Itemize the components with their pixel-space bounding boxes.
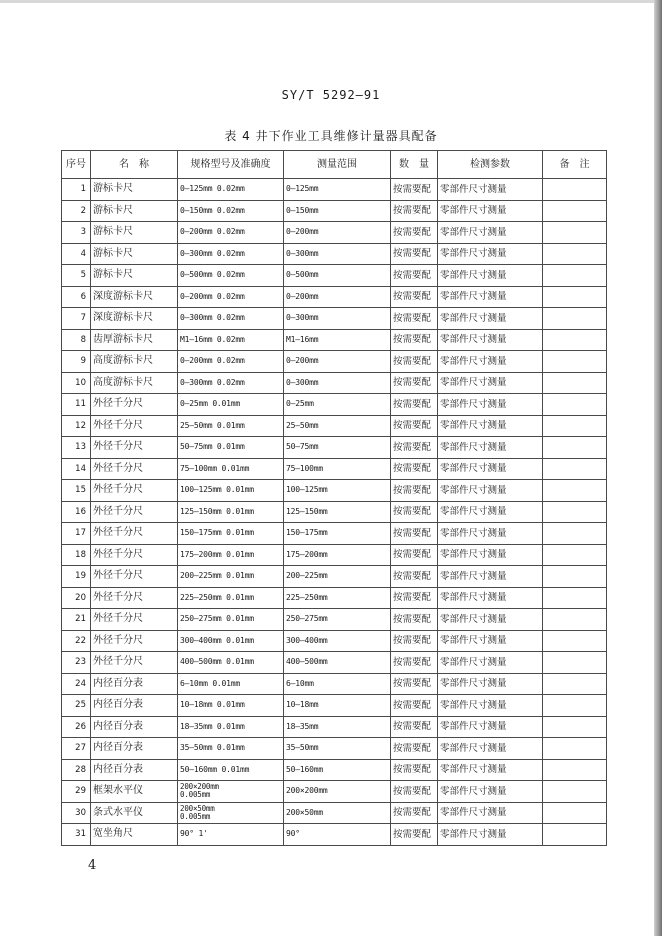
cell-spec: 50—75mm 0.01mm [178, 437, 284, 459]
table-row [62, 759, 607, 781]
cell-no: 30 [62, 802, 91, 824]
cell-name: 内径百分表 [91, 738, 178, 760]
cell-qty: 按需要配 [391, 308, 438, 330]
cell-no: 9 [62, 351, 91, 373]
cell-param: 零部件尺寸测量 [438, 695, 543, 717]
cell-qty: 按需要配 [391, 587, 438, 609]
col-header-note: 备 注 [543, 151, 607, 179]
cell-range: 300—400mm [284, 630, 391, 652]
cell-qty: 按需要配 [391, 329, 438, 351]
cell-name: 齿厚游标卡尺 [91, 329, 178, 351]
cell-note [543, 501, 607, 523]
cell-no: 1 [62, 179, 91, 201]
cell-name: 外径千分尺 [91, 501, 178, 523]
cell-no: 13 [62, 437, 91, 459]
table-row [62, 265, 607, 287]
cell-spec: 300—400mm 0.01mm [178, 630, 284, 652]
cell-range: 0—500mm [284, 265, 391, 287]
cell-spec: 0—200mm 0.02mm [178, 351, 284, 373]
cell-param: 零部件尺寸测量 [438, 501, 543, 523]
cell-spec: 125—150mm 0.01mm [178, 501, 284, 523]
cell-qty: 按需要配 [391, 523, 438, 545]
cell-range: 400—500mm [284, 652, 391, 674]
cell-spec: 225—250mm 0.01mm [178, 587, 284, 609]
cell-param: 零部件尺寸测量 [438, 286, 543, 308]
table-row [62, 587, 607, 609]
cell-name: 外径千分尺 [91, 587, 178, 609]
table-row [62, 394, 607, 416]
cell-note [543, 437, 607, 459]
cell-note [543, 587, 607, 609]
cell-spec: 0—300mm 0.02mm [178, 308, 284, 330]
cell-qty: 按需要配 [391, 351, 438, 373]
cell-note [543, 802, 607, 824]
cell-param: 零部件尺寸测量 [438, 200, 543, 222]
cell-range: 0—125mm [284, 179, 391, 201]
table-row [62, 415, 607, 437]
cell-note [543, 243, 607, 265]
cell-qty: 按需要配 [391, 738, 438, 760]
cell-range: 0—300mm [284, 308, 391, 330]
cell-note [543, 716, 607, 738]
cell-qty: 按需要配 [391, 394, 438, 416]
cell-note [543, 695, 607, 717]
cell-name: 游标卡尺 [91, 265, 178, 287]
cell-no: 8 [62, 329, 91, 351]
cell-note [543, 673, 607, 695]
cell-no: 7 [62, 308, 91, 330]
cell-no: 6 [62, 286, 91, 308]
cell-note [543, 630, 607, 652]
cell-spec: 50—160mm 0.01mm [178, 759, 284, 781]
cell-name: 游标卡尺 [91, 200, 178, 222]
cell-qty: 按需要配 [391, 243, 438, 265]
cell-range: 0—300mm [284, 372, 391, 394]
cell-range: 0—150mm [284, 200, 391, 222]
cell-no: 4 [62, 243, 91, 265]
cell-range: 6—10mm [284, 673, 391, 695]
cell-spec: M1—16mm 0.02mm [178, 329, 284, 351]
cell-spec: 150—175mm 0.01mm [178, 523, 284, 545]
cell-range: 50—160mm [284, 759, 391, 781]
table-header-row [62, 151, 607, 179]
cell-spec: 175—200mm 0.01mm [178, 544, 284, 566]
cell-note [543, 523, 607, 545]
cell-no: 11 [62, 394, 91, 416]
cell-name: 框架水平仪 [91, 781, 178, 803]
cell-name: 外径千分尺 [91, 458, 178, 480]
cell-spec: 18—35mm 0.01mm [178, 716, 284, 738]
cell-range: 0—200mm [284, 286, 391, 308]
cell-param: 零部件尺寸测量 [438, 716, 543, 738]
cell-no: 25 [62, 695, 91, 717]
cell-note [543, 480, 607, 502]
cell-range: 200—225mm [284, 566, 391, 588]
cell-param: 零部件尺寸测量 [438, 415, 543, 437]
cell-name: 外径千分尺 [91, 415, 178, 437]
cell-name: 外径千分尺 [91, 523, 178, 545]
cell-range: 0—300mm [284, 243, 391, 265]
cell-no: 21 [62, 609, 91, 631]
cell-param: 零部件尺寸测量 [438, 329, 543, 351]
cell-qty: 按需要配 [391, 458, 438, 480]
cell-note [543, 781, 607, 803]
cell-qty: 按需要配 [391, 265, 438, 287]
cell-param: 零部件尺寸测量 [438, 308, 543, 330]
cell-qty: 按需要配 [391, 673, 438, 695]
cell-param: 零部件尺寸测量 [438, 243, 543, 265]
cell-qty: 按需要配 [391, 179, 438, 201]
cell-no: 10 [62, 372, 91, 394]
cell-qty: 按需要配 [391, 437, 438, 459]
table-row [62, 458, 607, 480]
cell-no: 2 [62, 200, 91, 222]
cell-spec: 0—300mm 0.02mm [178, 372, 284, 394]
cell-param: 零部件尺寸测量 [438, 265, 543, 287]
cell-name: 外径千分尺 [91, 394, 178, 416]
cell-qty: 按需要配 [391, 372, 438, 394]
cell-range: 200×200mm [284, 781, 391, 803]
cell-no: 16 [62, 501, 91, 523]
cell-no: 24 [62, 673, 91, 695]
table-row [62, 286, 607, 308]
table-row [62, 222, 607, 244]
cell-qty: 按需要配 [391, 222, 438, 244]
cell-spec: 25—50mm 0.01mm [178, 415, 284, 437]
cell-name: 外径千分尺 [91, 566, 178, 588]
cell-name: 内径百分表 [91, 759, 178, 781]
cell-qty: 按需要配 [391, 824, 438, 846]
cell-spec: 200×200mm 0.005mm [178, 781, 284, 803]
cell-spec: 250—275mm 0.01mm [178, 609, 284, 631]
table-row [62, 630, 607, 652]
table-row [62, 544, 607, 566]
cell-note [543, 738, 607, 760]
cell-note [543, 566, 607, 588]
cell-qty: 按需要配 [391, 630, 438, 652]
cell-name: 深度游标卡尺 [91, 286, 178, 308]
cell-param: 零部件尺寸测量 [438, 372, 543, 394]
cell-qty: 按需要配 [391, 480, 438, 502]
col-header-no: 序号 [62, 151, 91, 179]
cell-range: 50—75mm [284, 437, 391, 459]
cell-note [543, 824, 607, 846]
cell-spec: 0—500mm 0.02mm [178, 265, 284, 287]
table-row [62, 308, 607, 330]
table-row [62, 738, 607, 760]
table-row [62, 652, 607, 674]
cell-name: 游标卡尺 [91, 179, 178, 201]
cell-no: 26 [62, 716, 91, 738]
cell-range: 0—200mm [284, 351, 391, 373]
cell-range: 18—35mm [284, 716, 391, 738]
cell-note [543, 329, 607, 351]
cell-no: 29 [62, 781, 91, 803]
col-header-param: 检测参数 [438, 151, 543, 179]
cell-no: 3 [62, 222, 91, 244]
cell-spec: 0—25mm 0.01mm [178, 394, 284, 416]
cell-qty: 按需要配 [391, 716, 438, 738]
table-row [62, 824, 607, 846]
cell-spec: 6—10mm 0.01mm [178, 673, 284, 695]
table-row [62, 523, 607, 545]
cell-range: 35—50mm [284, 738, 391, 760]
table-row [62, 716, 607, 738]
cell-qty: 按需要配 [391, 415, 438, 437]
table-row [62, 501, 607, 523]
cell-qty: 按需要配 [391, 781, 438, 803]
cell-qty: 按需要配 [391, 501, 438, 523]
cell-note [543, 415, 607, 437]
table-row [62, 200, 607, 222]
cell-note [543, 372, 607, 394]
cell-spec: 75—100mm 0.01mm [178, 458, 284, 480]
cell-range: 175—200mm [284, 544, 391, 566]
cell-spec: 200×50mm 0.005mm [178, 802, 284, 824]
cell-note [543, 351, 607, 373]
cell-name: 宽坐角尺 [91, 824, 178, 846]
table-row [62, 609, 607, 631]
cell-note [543, 544, 607, 566]
cell-range: 0—25mm [284, 394, 391, 416]
cell-no: 15 [62, 480, 91, 502]
cell-no: 12 [62, 415, 91, 437]
table-row [62, 372, 607, 394]
table-row [62, 243, 607, 265]
cell-note [543, 286, 607, 308]
cell-qty: 按需要配 [391, 609, 438, 631]
cell-param: 零部件尺寸测量 [438, 480, 543, 502]
cell-param: 零部件尺寸测量 [438, 394, 543, 416]
cell-range: 0—200mm [284, 222, 391, 244]
cell-no: 28 [62, 759, 91, 781]
cell-param: 零部件尺寸测量 [438, 437, 543, 459]
cell-note [543, 394, 607, 416]
cell-qty: 按需要配 [391, 802, 438, 824]
table-row [62, 329, 607, 351]
cell-note [543, 179, 607, 201]
cell-range: 125—150mm [284, 501, 391, 523]
standard-number-header: SY/T 5292—91 [281, 88, 381, 102]
cell-range: 25—50mm [284, 415, 391, 437]
cell-name: 内径百分表 [91, 695, 178, 717]
cell-param: 零部件尺寸测量 [438, 222, 543, 244]
cell-no: 19 [62, 566, 91, 588]
cell-no: 20 [62, 587, 91, 609]
cell-spec: 35—50mm 0.01mm [178, 738, 284, 760]
cell-range: 90° [284, 824, 391, 846]
cell-name: 外径千分尺 [91, 609, 178, 631]
col-header-spec: 规格型号及准确度 [178, 151, 284, 179]
cell-note [543, 759, 607, 781]
cell-range: 10—18mm [284, 695, 391, 717]
table-body [62, 179, 607, 846]
table-row [62, 179, 607, 201]
cell-spec: 400—500mm 0.01mm [178, 652, 284, 674]
cell-param: 零部件尺寸测量 [438, 759, 543, 781]
table-row [62, 781, 607, 803]
cell-note [543, 265, 607, 287]
cell-no: 14 [62, 458, 91, 480]
cell-note [543, 200, 607, 222]
cell-spec: 0—125mm 0.02mm [178, 179, 284, 201]
cell-param: 零部件尺寸测量 [438, 523, 543, 545]
col-header-qty: 数 量 [391, 151, 438, 179]
instrument-table [61, 150, 607, 846]
cell-spec: 0—200mm 0.02mm [178, 286, 284, 308]
cell-param: 零部件尺寸测量 [438, 587, 543, 609]
cell-param: 零部件尺寸测量 [438, 738, 543, 760]
cell-name: 外径千分尺 [91, 544, 178, 566]
cell-spec: 0—200mm 0.02mm [178, 222, 284, 244]
table-row [62, 480, 607, 502]
cell-note [543, 222, 607, 244]
cell-param: 零部件尺寸测量 [438, 351, 543, 373]
cell-qty: 按需要配 [391, 759, 438, 781]
cell-param: 零部件尺寸测量 [438, 630, 543, 652]
cell-qty: 按需要配 [391, 286, 438, 308]
cell-qty: 按需要配 [391, 695, 438, 717]
cell-name: 游标卡尺 [91, 222, 178, 244]
cell-spec: 200—225mm 0.01mm [178, 566, 284, 588]
cell-name: 外径千分尺 [91, 437, 178, 459]
cell-no: 22 [62, 630, 91, 652]
table-title: 表 4 井下作业工具维修计量器具配备 [224, 129, 438, 143]
cell-param: 零部件尺寸测量 [438, 544, 543, 566]
cell-spec: 90° 1' [178, 824, 284, 846]
cell-note [543, 652, 607, 674]
table-row [62, 802, 607, 824]
cell-spec: 0—300mm 0.02mm [178, 243, 284, 265]
cell-range: M1—16mm [284, 329, 391, 351]
cell-name: 外径千分尺 [91, 480, 178, 502]
cell-note [543, 458, 607, 480]
cell-qty: 按需要配 [391, 566, 438, 588]
cell-name: 深度游标卡尺 [91, 308, 178, 330]
cell-no: 18 [62, 544, 91, 566]
cell-range: 250—275mm [284, 609, 391, 631]
cell-name: 外径千分尺 [91, 652, 178, 674]
cell-no: 5 [62, 265, 91, 287]
cell-name: 高度游标卡尺 [91, 351, 178, 373]
table-row [62, 351, 607, 373]
cell-name: 高度游标卡尺 [91, 372, 178, 394]
cell-param: 零部件尺寸测量 [438, 179, 543, 201]
cell-no: 23 [62, 652, 91, 674]
cell-param: 零部件尺寸测量 [438, 802, 543, 824]
col-header-range: 测量范围 [284, 151, 391, 179]
cell-param: 零部件尺寸测量 [438, 609, 543, 631]
cell-param: 零部件尺寸测量 [438, 652, 543, 674]
table-row [62, 673, 607, 695]
cell-param: 零部件尺寸测量 [438, 781, 543, 803]
page-number: 4 [88, 858, 97, 873]
cell-spec: 0—150mm 0.02mm [178, 200, 284, 222]
cell-no: 31 [62, 824, 91, 846]
cell-range: 225—250mm [284, 587, 391, 609]
cell-qty: 按需要配 [391, 652, 438, 674]
cell-spec: 10—18mm 0.01mm [178, 695, 284, 717]
cell-name: 游标卡尺 [91, 243, 178, 265]
table-row [62, 695, 607, 717]
cell-note [543, 308, 607, 330]
cell-spec: 100—125mm 0.01mm [178, 480, 284, 502]
cell-no: 27 [62, 738, 91, 760]
cell-name: 外径千分尺 [91, 630, 178, 652]
table-row [62, 437, 607, 459]
cell-qty: 按需要配 [391, 200, 438, 222]
cell-param: 零部件尺寸测量 [438, 673, 543, 695]
cell-name: 条式水平仪 [91, 802, 178, 824]
cell-param: 零部件尺寸测量 [438, 824, 543, 846]
cell-param: 零部件尺寸测量 [438, 566, 543, 588]
scan-border-top [0, 0, 654, 3]
cell-range: 75—100mm [284, 458, 391, 480]
cell-range: 100—125mm [284, 480, 391, 502]
cell-range: 150—175mm [284, 523, 391, 545]
cell-note [543, 609, 607, 631]
col-header-name: 名 称 [91, 151, 178, 179]
cell-name: 内径百分表 [91, 716, 178, 738]
table-row [62, 566, 607, 588]
cell-name: 内径百分表 [91, 673, 178, 695]
cell-no: 17 [62, 523, 91, 545]
cell-qty: 按需要配 [391, 544, 438, 566]
cell-range: 200×50mm [284, 802, 391, 824]
cell-param: 零部件尺寸测量 [438, 458, 543, 480]
